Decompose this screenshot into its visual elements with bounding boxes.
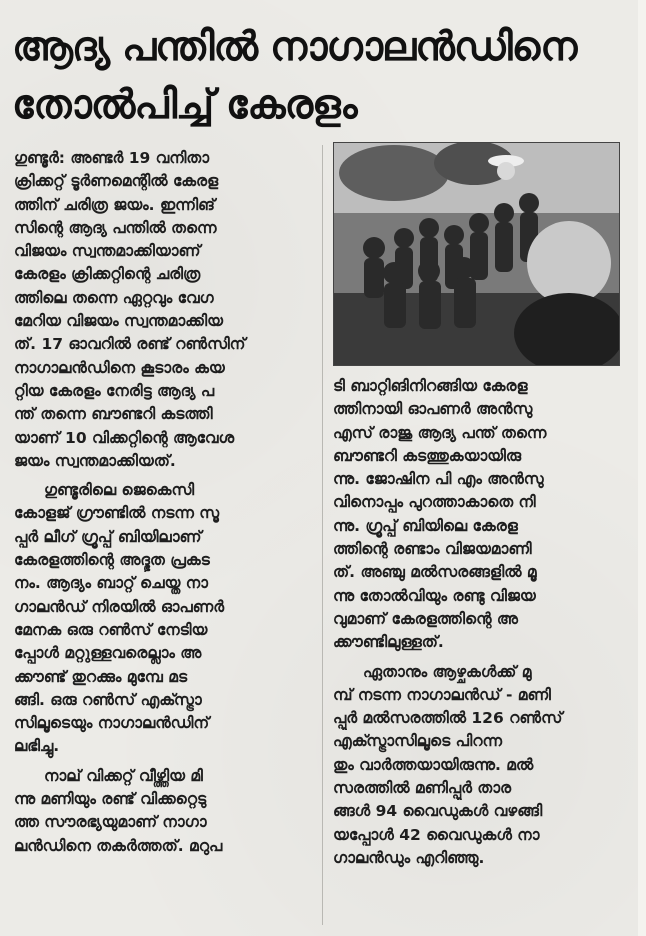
text-line: ടി ബാറ്റിങിനിറങ്ങിയ കേരള [333, 377, 528, 395]
text-line: പ്പോൾ മറ്റുള്ളവരെല്ലാം അ [14, 644, 202, 663]
text-line: ത്തിനായി ഓപണർ അൻസു [333, 400, 533, 419]
text-line: ക്കൗണ്ട് തുറക്കും മുമ്പേ മട [14, 667, 188, 686]
text-line: ഗാലൻഡ് നിരയിൽ ഓപണർ [14, 597, 225, 616]
text-line: നാഗാലൻഡിനെ കൂടാരം കയ [14, 358, 225, 377]
text-line: വിനൊപ്പം പുറത്താകാതെ നി [333, 493, 536, 512]
text-line: നാല് വിക്കറ്റ് വീഴ്ത്തിയ മി [44, 766, 203, 785]
text-line: മ്പ് നടന്ന നാഗാലൻഡ് - മണി [333, 685, 551, 704]
paper-edge [638, 0, 646, 936]
text-line: യാണ് 10 വിക്കറ്റിന്റെ ആവേശ [14, 428, 235, 447]
text-line: കേരളം ക്രിക്കറ്റിന്റെ ചരിത്ര [14, 265, 201, 284]
text-line: ത്തിലെ തന്നെ ഏറ്റവും വേഗ [14, 288, 214, 307]
text-line: യപ്പോൾ 42 വൈഡുകൾ നാ [333, 825, 540, 844]
text-line: ക്രിക്കറ്റ് ടൂർണമെന്റിൽ കേരള [14, 172, 219, 191]
text-line: ന്നു. ജോഷിന പി എം അൻസു [333, 470, 544, 489]
article-column-right [333, 375, 625, 870]
text-line: സിന്റെ ആദ്യ പന്തിൽ തന്നെ [14, 218, 217, 237]
text-line: റ്റിയ കേരളം നേരിട്ട ആദ്യ പ [14, 381, 215, 400]
text-line: ന്ത് തന്നെ ബൗണ്ടറി കടത്തി [14, 405, 213, 424]
text-line: ഗാലൻഡും എറിഞ്ഞു. [333, 848, 485, 867]
text-line: എക്സ്ട്രാസിലൂടെ പിറന്ന [333, 732, 503, 751]
text-line: ക്കൗണ്ടിലുള്ളത്. [333, 633, 444, 652]
text-line: ഗുണ്ടൂർ: അണ്ടർ 19 വനിതാ [14, 149, 210, 167]
text-line: ബൗണ്ടറി കടത്തുകയായിരു [333, 446, 522, 465]
text-line: എസ് രാജു ആദ്യ പന്ത് തന്നെ [333, 423, 547, 442]
text-line: ന്നു മണിയും രണ്ട് വിക്കറ്റെടു [14, 790, 207, 809]
text-line: ത്. അഞ്ചു മൽസരങ്ങളിൽ മൂ [333, 563, 537, 582]
text-line: ഗുണ്ടൂരിലെ ജെകെസി [44, 481, 195, 500]
text-line: ത്തിന് ചരിത്ര ജയം. ഇന്നിങ് [14, 195, 215, 214]
text-line: വുമാണ് കേരളത്തിന്റെ അ [333, 609, 518, 628]
text-line: നം. ആദ്യം ബാറ്റ് ചെയ്ത നാ [14, 574, 208, 593]
text-line: തും വാർത്തയായിരുന്നു. മൽ [333, 755, 534, 774]
text-line: മേറിയ വിജയം സ്വന്തമാക്കിയ [14, 312, 223, 331]
text-line: ത്തിന്റെ രണ്ടാം വിജയമാണി [333, 540, 532, 559]
text-line: ങ്ങൾ 94 വൈഡുകൾ വഴങ്ങി [333, 802, 543, 821]
text-line: ഏതാനും ആഴ്ചകൾക്ക് മു [363, 662, 532, 681]
text-line: ത്ത സൗരഭ്യയുമാണ് നാഗാ [14, 813, 207, 832]
text-line: പ്പർ ലീഗ് ഗ്രൂപ്പ് ബിയിലാണ് [14, 527, 202, 546]
photo-image [334, 143, 619, 365]
text-line: ന്നു തോൽവിയും രണ്ടു വിജയ [333, 586, 536, 605]
headline-line-1: ആദ്യ പന്തിൽ നാഗാലൻഡിനെ [12, 24, 577, 70]
text-line: ത്. 17 ഓവറിൽ രണ്ട് റൺസിന് [14, 335, 246, 354]
text-line: ങ്ങി. ഒരു റൺസ് എക്സ്ട്രാ [14, 690, 202, 709]
headline [12, 18, 622, 134]
text-line: വിജയം സ്വന്തമാക്കിയാണ് [14, 242, 201, 261]
text-line: മേനക ഒരു റൺസ് നേടിയ [14, 620, 208, 639]
text-line: സരത്തിൽ മണിപ്പൂർ താര [333, 779, 512, 798]
text-line: ലഭിച്ചു. [14, 737, 60, 756]
text-line: ലൻഡിനെ തകർത്തത്. മറുപ [14, 836, 223, 855]
article-column-left [14, 147, 310, 858]
text-line: സിലൂടെയും നാഗാലൻഡിന് [14, 714, 210, 733]
text-line: കേരളത്തിന്റെ അദ്ഭുത പ്രകട [14, 551, 210, 570]
column-divider [322, 145, 323, 925]
team-group-photo [333, 142, 620, 366]
text-line: ന്നു. ഗ്രൂപ്പ് ബിയിലെ കേരള [333, 516, 518, 535]
text-line: പ്പൂർ മൽസരത്തിൽ 126 റൺസ് [333, 709, 563, 728]
text-line: കോളജ് ഗ്രൗണ്ടിൽ നടന്ന സൂ [14, 504, 220, 523]
text-line: ജയം സ്വന്തമാക്കിയത്. [14, 451, 176, 470]
headline-line-2: തോൽപിച്ച് കേരളം [12, 82, 357, 128]
